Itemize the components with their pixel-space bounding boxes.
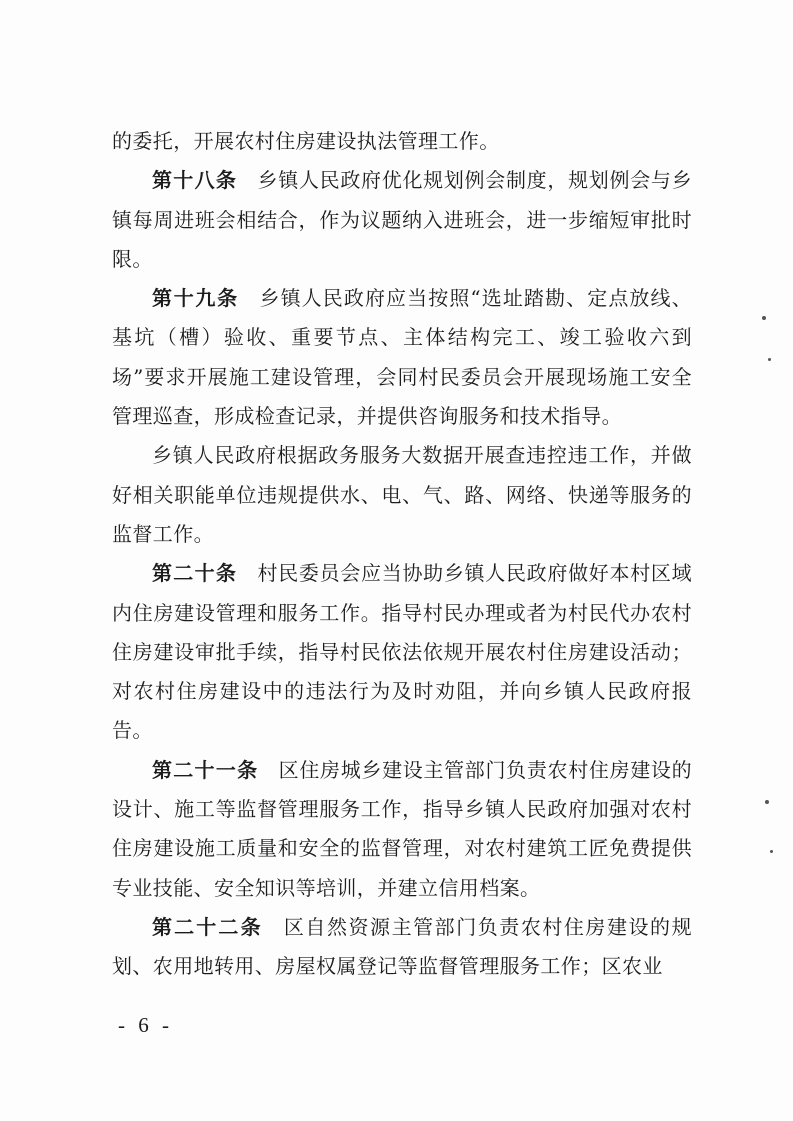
scan-speck — [762, 316, 766, 320]
article-label: 第二十条 — [152, 561, 238, 586]
paragraph-text: 的委托，开展农村住房建设执法管理工作。 — [112, 129, 500, 153]
paragraph-article-19 — [112, 279, 692, 436]
paragraph-article-21 — [112, 751, 692, 908]
paragraph-text: 区住房城乡建设主管部门负责农村住房建设的设计、施工等监督管理服务工作，指导乡镇人民政府加强对农村住房建设施工质量和安全的监督管理，对农村建筑工匠免费提供专业技能、安全知识等培训，并建立信用档案。 — [112, 757, 693, 900]
article-label: 第二十一条 — [152, 757, 259, 782]
paragraph-article-22 — [112, 908, 692, 987]
article-label: 第二十二条 — [152, 914, 263, 939]
paragraph-article-18 — [112, 161, 692, 279]
paragraph-article-19-continued — [112, 436, 692, 554]
scan-speck — [765, 800, 769, 804]
page-number: - 6 - — [118, 1013, 173, 1037]
article-label: 第十九条 — [152, 286, 239, 311]
scan-speck — [770, 850, 773, 853]
article-label: 第十八条 — [152, 168, 238, 193]
document-body — [112, 122, 692, 987]
paragraph-text: 乡镇人民政府优化规划例会制度，规划例会与乡镇每周进班会相结合，作为议题纳入进班会，进一步缩短审批时限。 — [112, 168, 692, 271]
paragraph-article-20 — [112, 554, 692, 750]
paragraph-text: 区自然资源主管部门负责农村住房建设的规划、农用地转用、房屋权属登记等监督管理服务工作；区农业 — [112, 914, 693, 979]
paragraph-text: 乡镇人民政府根据政务服务大数据开展查违控违工作，并做好相关职能单位违规提供水、电、气、路、网络、快递等服务的监督工作。 — [112, 443, 692, 546]
paragraph-continuation — [112, 122, 692, 161]
scan-speck — [768, 358, 771, 361]
paragraph-text: 村民委员会应当协助乡镇人民政府做好本村区域内住房建设管理和服务工作。指导村民办理或者为村民代办农村住房建设审批手续，指导村民依法依规开展农村住房建设活动；对农村住房建设中的违法行为及时劝阻，并向乡镇人民政府报告。 — [112, 561, 692, 743]
paragraph-text: 乡镇人民政府应当按照“选址踏勘、定点放线、基坑（槽）验收、重要节点、主体结构完工、竣工验收六到场”要求开展施工建设管理，会同村民委员会开展现场施工安全管理巡查，形成检查记录，并提供咨询服务和技术指导。 — [112, 286, 693, 429]
